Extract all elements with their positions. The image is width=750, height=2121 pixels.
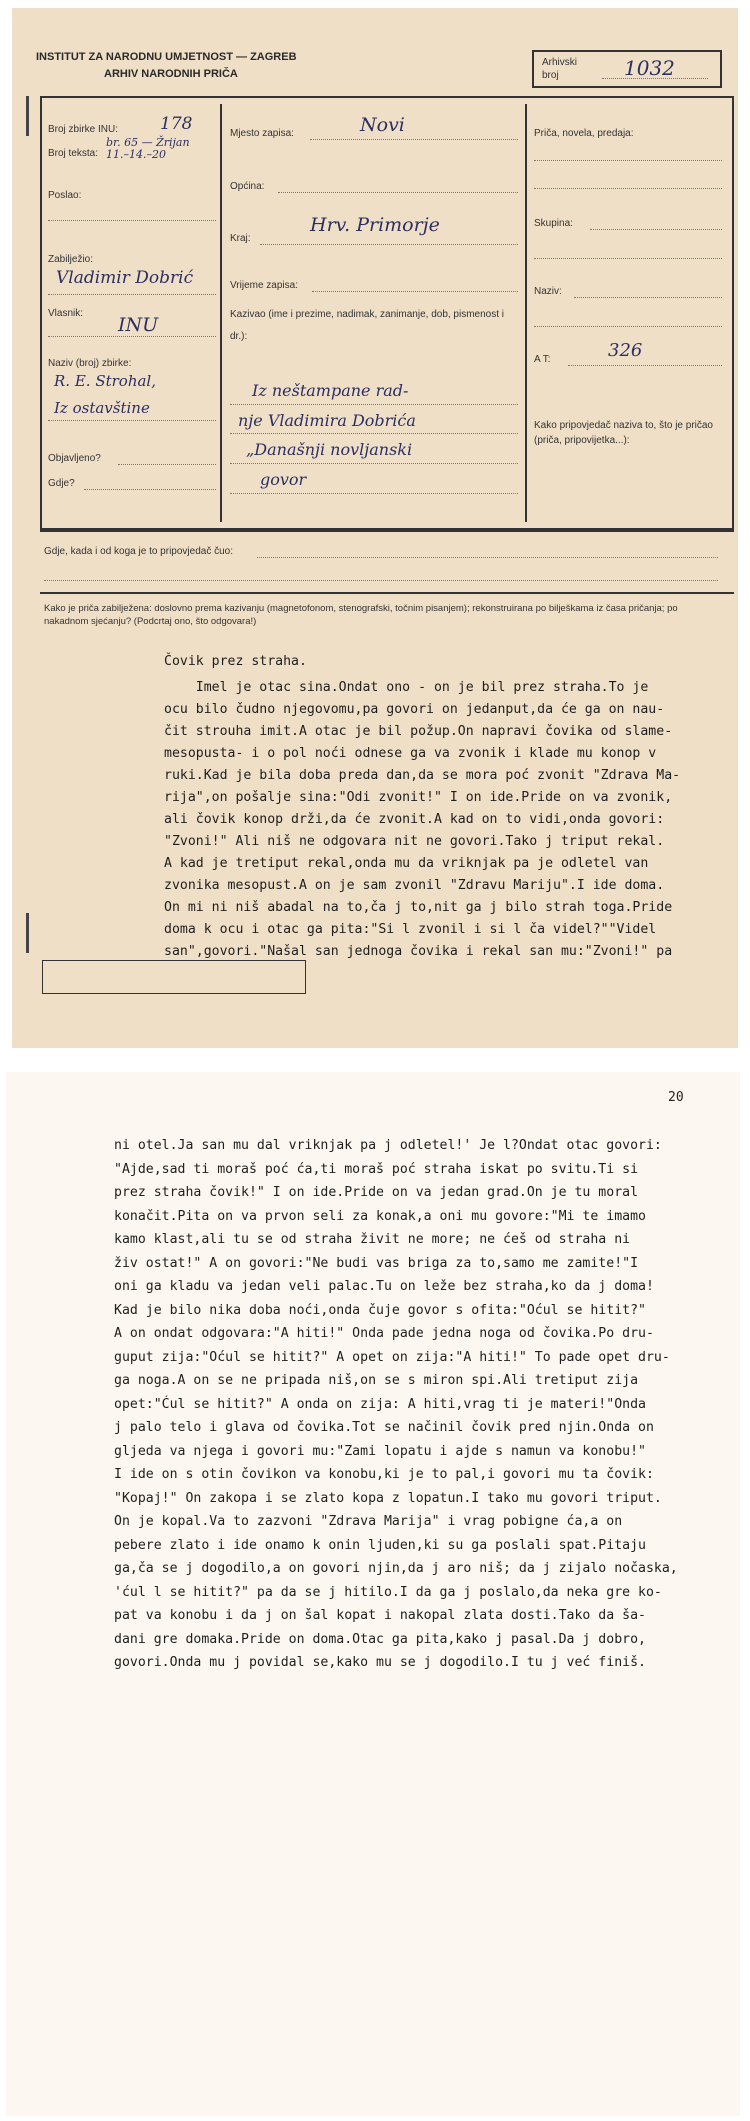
collection-name-label: Naziv (broj) zbirke: [48,358,132,369]
story-line: doma k ocu i otac ga pita:"Si l zvonil i si l ča videl?""Videl [164,922,657,937]
middle-column [230,108,518,520]
collection-no-value: 178 [160,114,193,134]
story-line: A on ondat odgovara:"A hiti!" Onda pade jedna noga od čovika.Po dru- [114,1326,654,1341]
archive-number-label: Arhivski broj [542,57,578,81]
story-line: guput zija:"Oćul se hitit?" A opet on zija:"A hiti!" To pade opet dru- [114,1349,670,1365]
story-line: pat va konobu i da j on šal kopat i nakopal zlata dosti.Tako da ša- [114,1608,646,1623]
story-page2-body [114,1138,734,1698]
story-line: gljeda va njega i govori mu:"Zami lopatu i ajde s namun va konobu!" [114,1443,646,1459]
where-from-label: Gdje, kada i od koga je to pripovjedač čuo: [44,546,234,557]
where-label: Gdje? [48,478,75,489]
story-line: "Kopaj!" On zakopa i se zlato kopa z lopatun.I tako mu govori triput. [114,1490,662,1506]
punch-hole-mark [26,96,29,136]
published-label: Objavljeno? [48,453,101,464]
story-line: j palo telo i glava od čovika.Tot se načinil čovik pred njin.Onda on [114,1420,654,1435]
story-line: "Ajde,sad ti moraš poć ća,ti moraš poć straha iskat po svitu.Ti si [114,1161,639,1177]
story-line: čit strouha imit.A otac je bil požup.On napravi čovika od slame- [164,724,673,739]
story-line: opet:"Ćul se hitit?" A onda on zija: A hiti,vrag ti je materi!"Onda [114,1396,646,1412]
title-label: Naziv: [534,286,562,297]
story-line: On mi ni niš abadal na to,ča j to,nit ga j bilo strah toga.Pride [164,900,673,915]
story-line: pebere zlato i ide onamo k onin ljuden,ki su ga poslali spat.Pitaju [114,1537,646,1553]
narrator-title-label: Kako pripovjedač naziva to, što je pričao (priča, pripovijetka...): [534,420,713,446]
blank-stamp-box [42,960,306,994]
recorder-value: Vladimir Dobrić [56,268,194,288]
story-line: mesopusta- i o pol noći odnese ga va zvonik i klade mu konop v [164,746,657,761]
story-page1-body [164,680,734,980]
text-no-label: Broj teksta: [48,148,99,159]
archive-number-box [532,50,722,88]
punch-hole-mark [26,913,29,953]
story-line: "Zvoni!" Ali niš ne odgovara nit ne govori.Tako j triput rekal. [164,834,665,849]
collection-name-value: R. E. Strohal, [54,372,156,390]
story-line: 'ćul l se hitit?" pa da se j hitilo.I da ga j poslalo,da neka gre ko- [114,1584,662,1600]
time-label: Vrijeme zapisa: [230,280,298,291]
genre-label: Priča, novela, predaja: [534,128,634,139]
story-line: ga,ča se j dogodilo,a on govori njin,da j aro niš; da j zijalo nočaska, [114,1561,678,1576]
group-label: Skupina: [534,218,573,229]
archive-name: ARHIV NARODNIH PRIČA [104,68,238,80]
story-line: oni ga kladu va jedan veli palac.Tu on leže bez straha,ko da j doma! [114,1279,654,1294]
story-line: Kad je bilo nika doba noći,onda čuje govor s ofita:"Oćul se hitit?" [114,1302,646,1318]
narrator-label: Kazivao (ime i prezime, nadimak, zanimanje, dob, pismenost i dr.): [230,309,505,342]
place-value: Novi [360,114,405,136]
story-line: ni otel.Ja san mu dal vriknjak pa j odletel!' Je l?Ondat otac govori: [114,1138,662,1153]
story-line: On je kopal.Va to zazvoni "Zdrava Marija" i vrag pobigne ća,a on [114,1514,623,1529]
place-label: Mjesto zapisa: [230,128,294,139]
story-line: rija",on pošalje sina:"Odi zvonit!" I on ide.Pride on va zvonik, [164,790,673,805]
at-label: A T: [534,354,551,365]
region-label: Kraj: [230,233,251,244]
story-line: ocu bilo čudno njegovomu,pa govori on jedanput,da će ga on nau- [164,702,665,717]
narrator-value: „Današnji novljanski [246,440,413,459]
institute-name: INSTITUT ZA NARODNU UMJETNOST — ZAGREB [36,51,297,63]
story-line: Imel je otac sina.Ondat ono - on je bil prez straha.To je [164,680,649,695]
recorder-label: Zabilježio: [48,254,94,265]
municipality-label: Općina: [230,181,265,192]
archive-card-page [12,8,738,1048]
story-line: ali čovik konop drži,da će zvonit.A kad on to vidi,onda govori: [164,812,665,827]
owner-value: INU [118,314,159,336]
narrator-value: nje Vladimira Dobrića [238,411,416,430]
story-line: ga noga.A on se ne pripada niš,on se s miron spi.Ali tretiput zija [114,1373,639,1388]
story-line: ruki.Kad je bila doba preda dan,da se mora poć zvonit "Zdrava Ma- [164,768,681,783]
story-line: kamo klast,ali tu se od straha živit ne more; ne ćeš od straha ni [114,1232,631,1247]
story-line: prez straha čovik!" I on ide.Pride on va jedan grad.On je tu moral [114,1185,639,1200]
story-line: konačit.Pita on va prvon seli za konak,a oni mu govore:"Mi te imamo [114,1208,646,1224]
collection-no-label: Broj zbirke INU: [48,124,119,135]
story-line: A kad je tretiput rekal,onda mu da vriknjak pa je odletel van [164,856,649,871]
owner-label: Vlasnik: [48,308,84,319]
story-line: I ide on s otin čovikon va konobu,ki je to pal,i govori mu ta čovik: [114,1467,654,1482]
archive-number-value: 1032 [624,56,675,80]
story-line: govori.Onda mu j povidal se,kako mu se j dogodilo.I tu j već finiš. [114,1655,646,1670]
story-title: Čovik prez straha. [164,654,307,669]
narrator-value: Iz neštampane rad- [252,381,409,400]
sender-label: Poslao: [48,190,82,201]
recording-note: Kako je priča zabilježena: doslovno prema kazivanju (magnetofonom, stenografski, točnim pisanjem); rekonstruirana po bilješkama iz časa pričanja; po nakadnom sjećanju? (Podcrtaj ono, što odgovara!) [44,603,678,627]
left-column [48,108,216,520]
collection-name-value: Iz ostavštine [54,399,150,417]
story-line: dani gre domaka.Pride on doma.Otac ga pita,kako j pasal.Da j dobro, [114,1631,646,1647]
text-no-value: br. 65 — Žrijan 11.–14.–20 [106,136,190,161]
at-value: 326 [608,340,643,361]
region-value: Hrv. Primorje [310,214,440,236]
narrator-value: govor [260,470,307,489]
right-column [534,108,722,520]
story-line: zvonika mesopust.A on je sam zvonil "Zdravu Mariju".I ide doma. [164,878,665,893]
page-number: 20 [668,1090,684,1105]
story-line: živ ostat!" A on govori:"Ne budi vas briga za to,samo me zamite!"I [114,1255,639,1271]
story-line: san",govori."Našal san jednoga čovika i rekal san mu:"Zvoni!" pa [164,944,673,959]
story-continuation-page [6,1072,740,2116]
